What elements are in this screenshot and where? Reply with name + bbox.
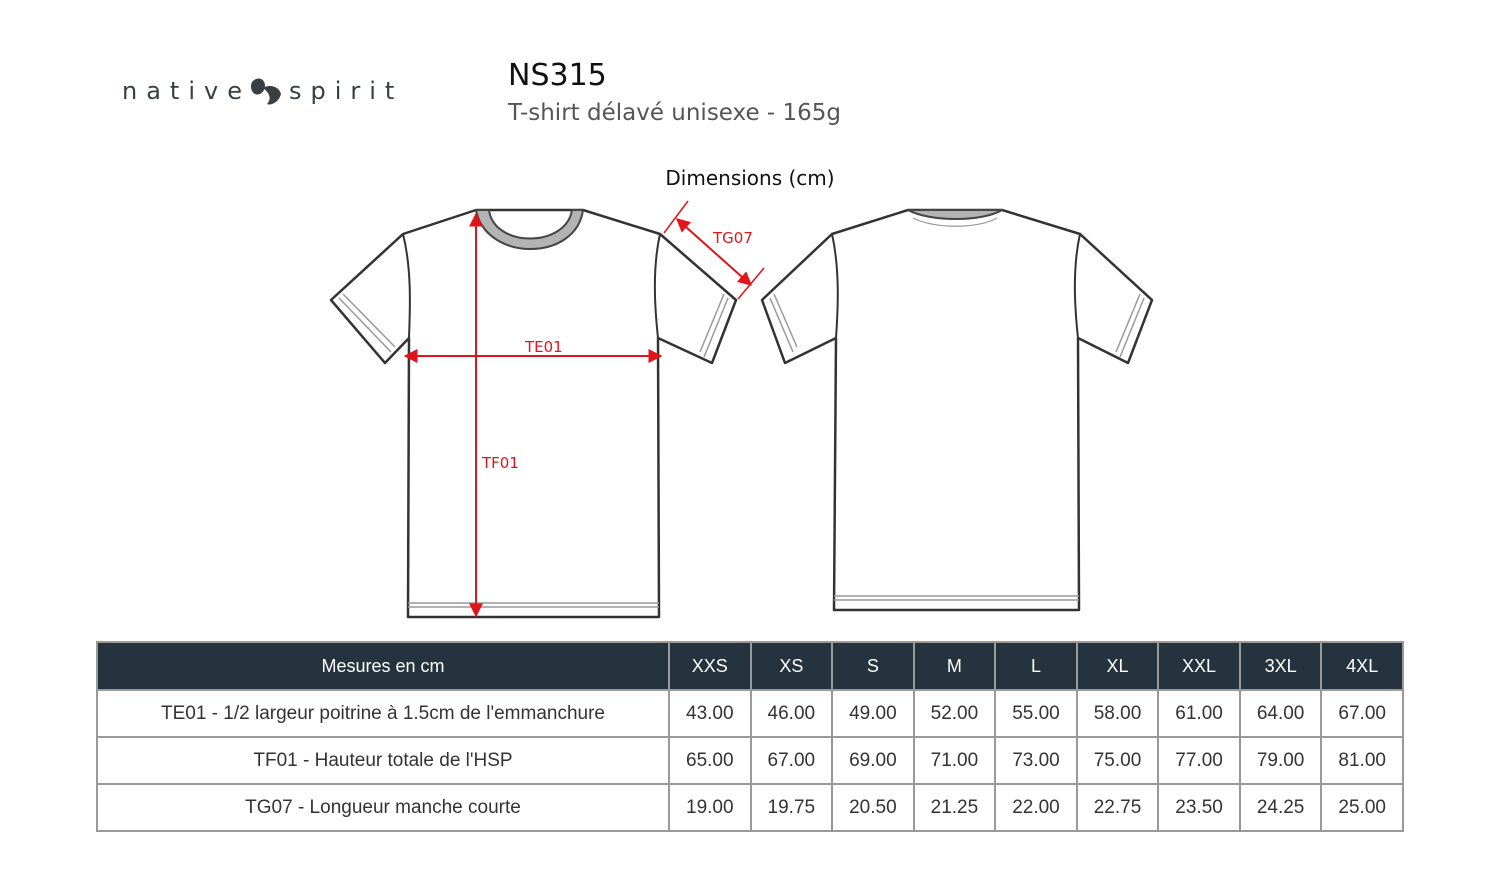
column-header: XXL [1158, 642, 1240, 690]
tshirt-front [331, 210, 736, 617]
table-cell: 19.00 [669, 784, 751, 831]
column-header: S [832, 642, 914, 690]
table-cell: 67.00 [1321, 690, 1403, 737]
table-cell: 58.00 [1077, 690, 1159, 737]
table-cell: 81.00 [1321, 737, 1403, 784]
table-cell: 75.00 [1077, 737, 1159, 784]
table-cell: 24.25 [1240, 784, 1322, 831]
size-table [96, 641, 1404, 832]
table-cell: 23.50 [1158, 784, 1240, 831]
table-cell: 67.00 [751, 737, 833, 784]
table-cell: 65.00 [669, 737, 751, 784]
row-label: TF01 - Hauteur totale de l'HSP [97, 737, 669, 784]
table-cell: 22.00 [995, 784, 1077, 831]
column-header: XS [751, 642, 833, 690]
table-cell: 69.00 [832, 737, 914, 784]
table-row [97, 690, 1403, 737]
row-label: TG07 - Longueur manche courte [97, 784, 669, 831]
table-cell: 21.25 [914, 784, 996, 831]
table-cell: 61.00 [1158, 690, 1240, 737]
table-cell: 52.00 [914, 690, 996, 737]
row-label: TE01 - 1/2 largeur poitrine à 1.5cm de l'emmanchure [97, 690, 669, 737]
column-header: XXS [669, 642, 751, 690]
column-header: 3XL [1240, 642, 1322, 690]
column-header: XL [1077, 642, 1159, 690]
brand-word-native: native [122, 77, 251, 105]
column-header: M [914, 642, 996, 690]
column-header: Mesures en cm [97, 642, 669, 690]
table-cell: 71.00 [914, 737, 996, 784]
table-cell: 46.00 [751, 690, 833, 737]
table-cell: 25.00 [1321, 784, 1403, 831]
tg07-label: TG07 [713, 229, 753, 247]
table-row [97, 784, 1403, 831]
table-cell: 64.00 [1240, 690, 1322, 737]
dimensions-title: Dimensions (cm) [665, 166, 835, 190]
product-name: T-shirt délavé unisexe - 165g [508, 100, 842, 126]
table-cell: 43.00 [669, 690, 751, 737]
table-cell: 19.75 [751, 784, 833, 831]
table-cell: 22.75 [1077, 784, 1159, 831]
table-cell: 49.00 [832, 690, 914, 737]
table-header-row [97, 642, 1403, 690]
tf01-label: TF01 [482, 454, 519, 472]
tshirt-back [762, 210, 1152, 610]
table-cell: 77.00 [1158, 737, 1240, 784]
table-cell: 73.00 [995, 737, 1077, 784]
table-cell: 79.00 [1240, 737, 1322, 784]
table-cell: 55.00 [995, 690, 1077, 737]
brand-word-spirit: spirit [288, 77, 404, 105]
table-cell: 20.50 [832, 784, 914, 831]
column-header: 4XL [1321, 642, 1403, 690]
te01-label: TE01 [525, 338, 563, 356]
column-header: L [995, 642, 1077, 690]
table-row [97, 737, 1403, 784]
product-code: NS315 [508, 58, 607, 93]
